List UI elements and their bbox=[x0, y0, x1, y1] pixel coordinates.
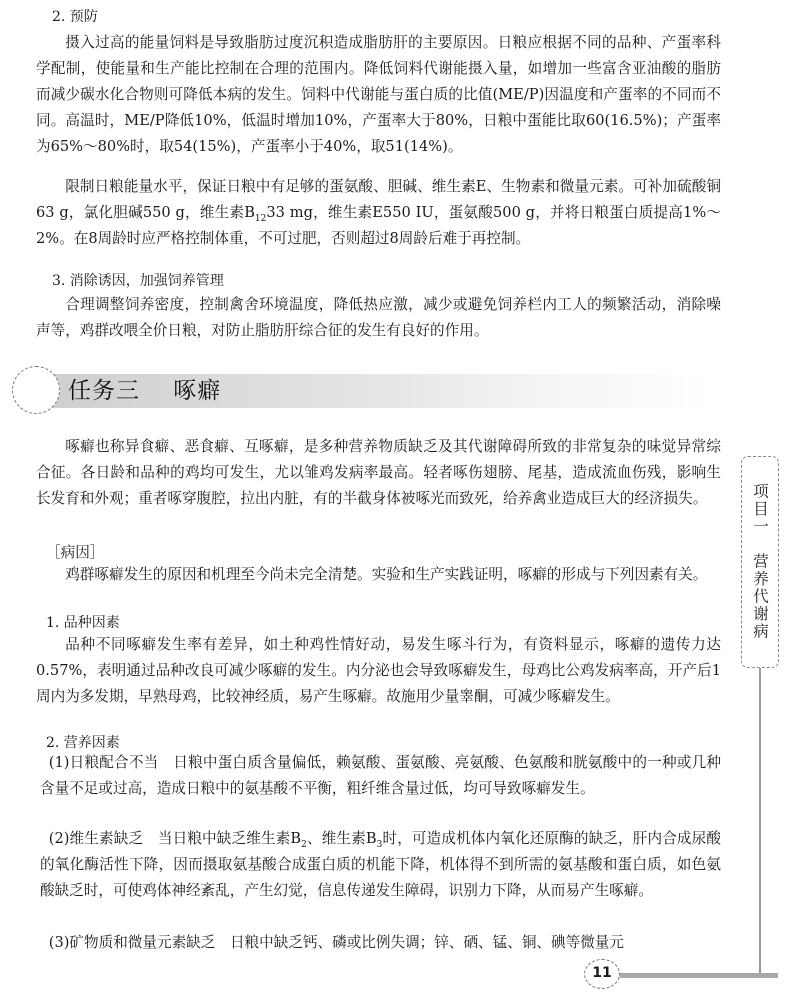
paragraph-breed-factor: 品种不同啄癖发生率有差异，如土种鸡性情好动，易发生啄斗行为，有资料显示，啄癖的遗传力达0.57%，表明通过品种改良可减少啄癖的发生。内分泌也会导致啄癖发生，母鸡比公鸡发病率高，开产后1周内为多发期，早熟母鸡，比较神经质，易产生啄癖。故施用少量睾酮，可减少啄癖发生。 bbox=[36, 636, 721, 705]
chapter-side-tab bbox=[741, 456, 779, 668]
paragraph-cause-intro: 鸡群啄癖发生的原因和机理至今尚未完全清楚。实验和生产实践证明，啄癖的形成与下列因素有关。 bbox=[65, 566, 708, 583]
cause-label: ［病因］ bbox=[46, 544, 105, 561]
footer-bar bbox=[598, 973, 778, 978]
paragraph-intro: 啄癖也称异食癖、恶食癖、互啄癖，是多种营养物质缺乏及其代谢障碍所致的非常复杂的味觉异常综合征。各日龄和品种的鸡均可发生，尤以雏鸡发病率最高。轻者啄伤翅膀、尾基，造成流血伤残，影响生长发育和外观；重者啄穿腹腔，拉出内脏，有的半截身体被啄光而致死，给养禽业造成巨大的经济损失。 bbox=[36, 438, 721, 507]
subscript-3: 3 bbox=[376, 839, 383, 850]
heading-breed-factor: 1. 品种因素 bbox=[46, 615, 120, 631]
paragraph-limit-energy bbox=[36, 174, 721, 252]
paragraph-energy-feed: 摄入过高的能量饲料是导致脂肪过度沉积造成脂肪肝的主要原因。日粮应根据不同的品种、产蛋率科学配制，使能量和生产能比控制在合理的范围内。降低饲料代谢能摄入量，如增加一些富含亚油酸的脂肪而减少碳水化合物则可降低本病的发生。饲料中代谢能与蛋白质的比值(ME/P)因温度和产蛋率的不同而不同。高温时，ME/P降低10%，低温时增加10%，产蛋率大于80%，日粮中蛋能比取60(16.5%)；产蛋率为65%～80%时，取54(15%)，产蛋率小于40%，取51(14%)。 bbox=[36, 34, 721, 155]
heading-nutrition-factor: 2. 营养因素 bbox=[46, 735, 120, 751]
paragraph-management: 合理调整饲养密度，控制禽舍环境温度，降低热应激，减少或避免饲养栏内工人的频繁活动，消除噪声等，鸡群改喂全价日粮，对防止脂肪肝综合征的发生有良好的作用。 bbox=[36, 296, 721, 339]
task-banner bbox=[12, 366, 712, 414]
text-fragment: 、维生素B bbox=[306, 830, 377, 847]
task-title: 任务三 啄癖 bbox=[68, 378, 222, 404]
subscript-2: 2 bbox=[301, 839, 307, 850]
text-fragment: 33 mg，维生素E550 IU，蛋氨酸500 g，并将日粮蛋白质提高1%～2%。在8周龄时应严格控制体重，不可过肥，否则超过8周龄后难于再控制。 bbox=[36, 204, 721, 247]
chapter-side-tab-label: 项目一 营养代谢病 bbox=[751, 483, 769, 641]
text-fragment: 时，可造成机体内氧化还原酶的缺乏，肝内合成尿酸的氧化酶活性下降，因而摄取氨基酸合成蛋白质的机能下降，机体得不到所需的氨基酸和蛋白质，如色氨酸缺乏时，可使鸡体神经紊乱，产生幻觉，信息传递发生障碍，识别力下降，从而易产生啄癖。 bbox=[40, 830, 721, 899]
paragraph-mineral-deficiency: (3)矿物质和微量元素缺乏 日粮中缺乏钙、磷或比例失调；锌、硒、锰、铜、碘等微量元 bbox=[48, 934, 624, 951]
paragraph-vitamin-deficiency bbox=[40, 826, 721, 904]
page-number: 11 bbox=[584, 959, 620, 989]
section-heading-prevention: 2. 预防 bbox=[52, 9, 98, 25]
banner-dashed-circle bbox=[12, 366, 60, 414]
subscript-12: 12 bbox=[254, 213, 267, 224]
paragraph-diet-imbalance: (1)日粮配合不当 日粮中蛋白质含量偏低，赖氨酸、蛋氨酸、亮氨酸、色氨酸和胱氨酸中的一种或几种含量不足或过高，造成日粮中的氨基酸不平衡，粗纤维含量过低，均可导致啄癖发生。 bbox=[40, 754, 721, 797]
text-fragment: (2)维生素缺乏 当日粮中缺乏维生素B bbox=[48, 830, 302, 847]
text-fragment: 限制日粮能量水平，保证日粮中有足够的蛋氨酸、胆碱、维生素E、生物素和微量元素。可补加硫酸铜63 g，氯化胆碱550 g，维生素B bbox=[36, 178, 721, 221]
section-heading-management: 3. 消除诱因，加强饲养管理 bbox=[52, 273, 224, 289]
side-tab-line bbox=[759, 668, 761, 976]
